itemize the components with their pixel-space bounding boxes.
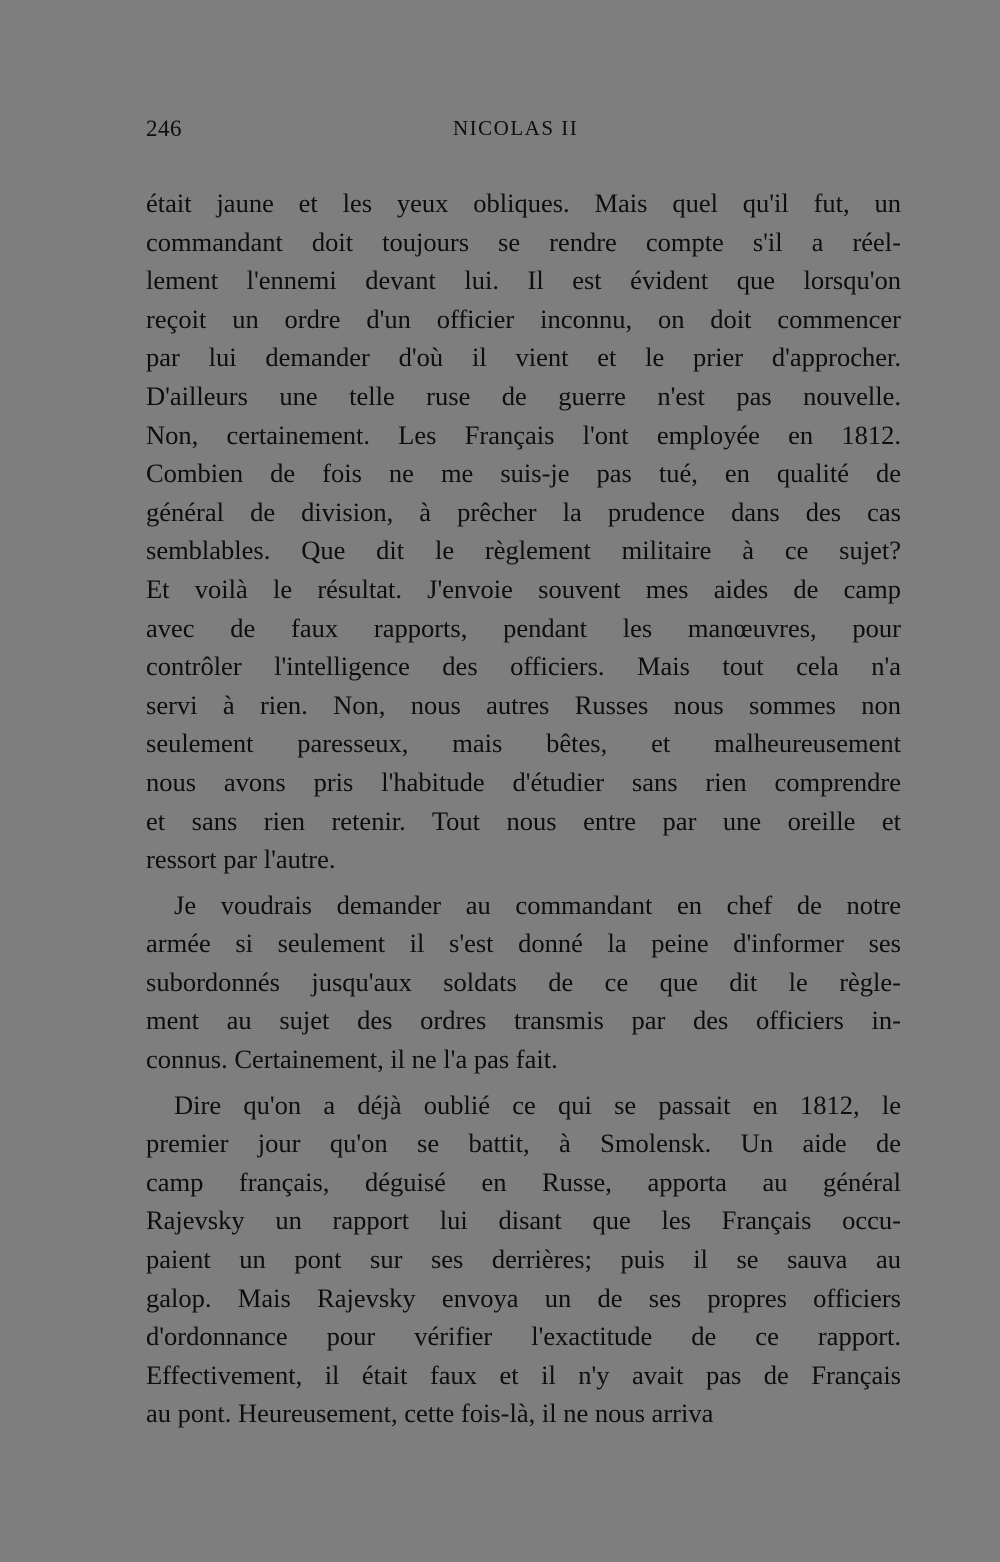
text-line: galop. Mais Rajevsky envoya un de ses propres officiers <box>146 1282 901 1313</box>
text-line: semblables. Que dit le règlement militaire à ce sujet? <box>146 535 901 566</box>
text-line: par lui demander d'où il vient et le prier d'approcher. <box>146 342 901 373</box>
text-line: et sans rien retenir. Tout nous entre par une oreille et <box>146 805 901 836</box>
text-line: paient un pont sur ses derrières; puis il se sauva au <box>146 1244 901 1275</box>
text-line: commandant doit toujours se rendre compte s'il a réel- <box>146 226 901 257</box>
text-line: Et voilà le résultat. J'envoie souvent mes aides de camp <box>146 573 901 604</box>
paragraph <box>146 886 901 1079</box>
text-line: Rajevsky un rapport lui disant que les Français occu- <box>146 1205 901 1236</box>
text-line: était jaune et les yeux obliques. Mais quel qu'il fut, un <box>146 188 901 218</box>
text-line: D'ailleurs une telle ruse de guerre n'est pas nouvelle. <box>146 380 901 411</box>
page-number: 246 <box>146 116 182 141</box>
text-line: Je voudrais demander au commandant en chef de notre <box>174 889 901 920</box>
text-line: seulement paresseux, mais bêtes, et malheureusement <box>146 728 901 759</box>
text-line: ment au sujet des ordres transmis par des officiers in- <box>146 1005 901 1036</box>
paragraph <box>146 184 901 879</box>
text-line: contrôler l'intelligence des officiers. Mais tout cela n'a <box>146 651 901 682</box>
text-line: ressort par l'autre. <box>146 844 336 875</box>
text-line: général de division, à prêcher la prudence dans des cas <box>146 496 901 527</box>
text-line: Non, certainement. Les Français l'ont employée en 1812. <box>146 419 901 450</box>
text-line: subordonnés jusqu'aux soldats de ce que dit le règle- <box>146 966 901 997</box>
paragraph <box>146 1086 901 1433</box>
text-line: Combien de fois ne me suis-je pas tué, en qualité de <box>146 458 901 489</box>
running-title: NICOLAS II <box>453 116 579 140</box>
text-line: Dire qu'on a déjà oublié ce qui se passait en 1812, le <box>174 1089 901 1120</box>
body-text <box>146 184 901 1433</box>
text-line: au pont. Heureusement, cette fois-là, il ne nous arriva <box>146 1398 714 1429</box>
text-line: premier jour qu'on se battit, à Smolensk. Un aide de <box>146 1128 901 1159</box>
text-line: connus. Certainement, il ne l'a pas fait. <box>146 1044 558 1075</box>
text-line: d'ordonnance pour vérifier l'exactitude de ce rapport. <box>146 1321 901 1352</box>
text-line: avec de faux rapports, pendant les manœuvres, pour <box>146 612 901 643</box>
text-line: lement l'ennemi devant lui. Il est évident que lorsqu'on <box>146 265 901 296</box>
text-line: nous avons pris l'habitude d'étudier sans rien comprendre <box>146 766 901 797</box>
text-line: Effectivement, il était faux et il n'y avait pas de Français <box>146 1359 901 1390</box>
text-line: armée si seulement il s'est donné la peine d'informer ses <box>146 928 901 959</box>
text-line: camp français, déguisé en Russe, apporta au général <box>146 1166 901 1197</box>
text-line: reçoit un ordre d'un officier inconnu, on doit commencer <box>146 303 901 334</box>
text-line: servi à rien. Non, nous autres Russes nous sommes non <box>146 689 901 720</box>
